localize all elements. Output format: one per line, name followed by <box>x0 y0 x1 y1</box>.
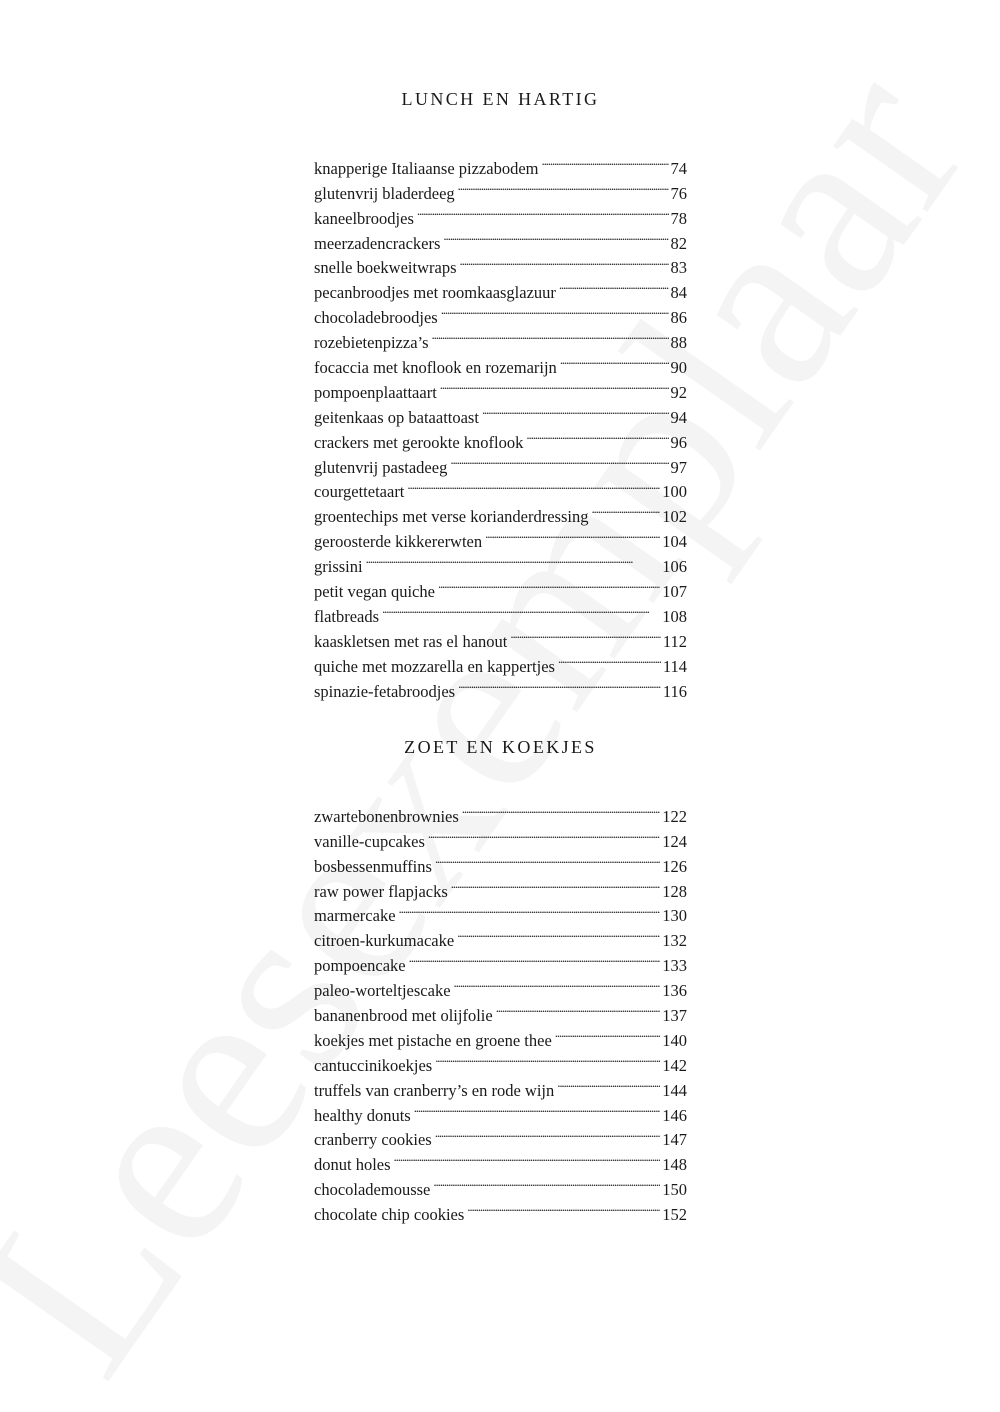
toc-entry-title: citroen-kurkumacake <box>314 931 455 951</box>
dot-leader <box>458 672 661 697</box>
toc-entry-page-number: 133 <box>662 956 687 976</box>
toc-entry-page-number: 122 <box>662 806 687 826</box>
toc-entry-title: knapperige Italiaanse pizzabodem <box>314 158 539 178</box>
toc-entry-title: bananenbrood met olijfolie <box>314 1006 493 1026</box>
toc-entry-title: chocolademousse <box>314 1180 431 1200</box>
dot-leader <box>366 547 661 572</box>
dot-leader <box>555 1021 660 1046</box>
toc-entry-title: donut holes <box>314 1155 391 1175</box>
toc-entry <box>314 572 687 602</box>
dot-leader <box>435 847 660 872</box>
dot-leader <box>485 522 660 547</box>
dot-leader <box>558 647 661 672</box>
toc-entry-title: koekjes met pistache en groene thee <box>314 1030 552 1050</box>
dot-leader <box>432 323 669 348</box>
toc-entry <box>314 797 687 826</box>
section-title: LUNCH EN HARTIG <box>401 89 600 109</box>
dot-leader <box>526 423 668 448</box>
dot-leader <box>407 473 660 498</box>
section-title: ZOET EN KOEKJES <box>404 737 597 757</box>
toc-entry-title: glutenvrij bladerdeeg <box>314 183 455 203</box>
toc-entry <box>314 149 687 178</box>
toc-entry-page-number: 94 <box>670 407 687 427</box>
toc-entry-title: spinazie-fetabroodjes <box>314 681 456 701</box>
toc-entry-page-number: 126 <box>662 856 687 876</box>
toc-entry-page-number: 142 <box>662 1055 687 1075</box>
toc-entry-page-number: 132 <box>662 931 687 951</box>
dot-leader <box>443 224 668 249</box>
toc-entry-title: paleo-worteltjescake <box>314 981 451 1001</box>
dot-leader <box>457 921 660 946</box>
toc-entry-title: chocoladebroodjes <box>314 308 438 328</box>
dot-leader <box>382 597 660 622</box>
toc-entry-page-number: 116 <box>662 681 687 701</box>
dot-leader <box>399 897 661 922</box>
toc-entry-page-number: 76 <box>670 183 687 203</box>
toc-entry-page-number: 86 <box>670 308 687 328</box>
dot-leader <box>409 946 661 971</box>
dot-leader <box>510 622 661 647</box>
dot-leader <box>458 174 669 199</box>
dot-leader <box>560 348 669 373</box>
toc-entry-page-number: 107 <box>662 582 687 602</box>
toc-entry-title: crackers met gerookte knoflook <box>314 432 524 452</box>
toc-entry-page-number: 83 <box>670 258 687 278</box>
toc-entry-page-number: 152 <box>662 1205 687 1225</box>
toc-entry-page-number: 78 <box>670 208 687 228</box>
toc-entry-title: geroosterde kikkererwten <box>314 532 483 552</box>
toc-entry-title: kaaskletsen met ras el hanout <box>314 631 508 651</box>
dot-leader <box>462 797 660 822</box>
toc-entry-page-number: 137 <box>662 1006 687 1026</box>
toc-entry-page-number: 92 <box>670 382 687 402</box>
dot-leader <box>435 1046 660 1071</box>
toc-entry-page-number: 96 <box>670 432 687 452</box>
toc-entry-title: glutenvrij pastadeeg <box>314 457 448 477</box>
dot-leader <box>496 996 661 1021</box>
toc-entry-title: kaneelbroodjes <box>314 208 414 228</box>
toc-entry-title: groentechips met verse korianderdressing <box>314 507 589 527</box>
toc-entry-title: zwartebonenbrownies <box>314 806 459 826</box>
toc-entry-title: geitenkaas op bataattoast <box>314 407 479 427</box>
section-zoet-en-koekjes <box>314 735 687 1225</box>
dot-leader <box>460 249 669 274</box>
toc-entry-page-number: 112 <box>662 631 687 651</box>
dot-leader <box>467 1195 660 1220</box>
toc-entry-title: bosbessenmuffins <box>314 856 432 876</box>
toc-entry-page-number: 150 <box>662 1180 687 1200</box>
toc-entry-page-number: 84 <box>670 283 687 303</box>
toc-list <box>314 797 687 1225</box>
toc-entry-page-number: 97 <box>670 457 687 477</box>
dot-leader <box>454 971 661 996</box>
toc-entry-page-number: 148 <box>662 1155 687 1175</box>
dot-leader <box>482 398 669 423</box>
toc-entry-page-number: 106 <box>662 557 687 577</box>
toc-entry-title: raw power flapjacks <box>314 881 448 901</box>
toc-entry-page-number: 90 <box>670 358 687 378</box>
toc-entry-title: focaccia met knoflook en rozemarijn <box>314 358 557 378</box>
toc-entry-page-number: 130 <box>662 906 687 926</box>
toc-entry-title: vanille-cupcakes <box>314 831 425 851</box>
toc-entry-title: healthy donuts <box>314 1105 411 1125</box>
dot-leader <box>435 1121 661 1146</box>
toc-entry-title: meerzadencrackers <box>314 233 441 253</box>
toc-entry-title: cantuccinikoekjes <box>314 1055 433 1075</box>
toc-entry-title: cranberry cookies <box>314 1130 432 1150</box>
dot-leader <box>417 199 669 224</box>
toc-entry-page-number: 82 <box>670 233 687 253</box>
toc-entry-page-number: 140 <box>662 1030 687 1050</box>
dot-leader <box>441 298 669 323</box>
dot-leader <box>438 572 660 597</box>
toc-entry-page-number: 128 <box>662 881 687 901</box>
dot-leader <box>559 273 669 298</box>
toc-entry-title: grissini <box>314 557 363 577</box>
dot-leader <box>557 1071 660 1096</box>
toc-list <box>314 149 687 701</box>
toc-entry-page-number: 104 <box>662 532 687 552</box>
toc-entry-title: snelle boekweitwraps <box>314 258 457 278</box>
toc-entry-title: marmercake <box>314 906 396 926</box>
dot-leader <box>433 1170 660 1195</box>
dot-leader <box>428 822 660 847</box>
toc-entry-title: petit vegan quiche <box>314 582 435 602</box>
dot-leader <box>414 1096 661 1121</box>
dot-leader <box>440 373 669 398</box>
toc-entry-page-number: 114 <box>662 656 687 676</box>
section-lunch-en-hartig <box>314 87 687 701</box>
toc-entry-title: truffels van cranberry’s en rode wijn <box>314 1080 555 1100</box>
toc-entry-page-number: 144 <box>662 1080 687 1100</box>
toc-entry-title: flatbreads <box>314 606 380 626</box>
toc-entry-page-number: 102 <box>662 507 687 527</box>
toc-entry-page-number: 88 <box>670 333 687 353</box>
toc-entry-title: pompoenplaattaart <box>314 382 437 402</box>
toc-entry-page-number: 74 <box>670 158 687 178</box>
toc-entry-page-number: 146 <box>662 1105 687 1125</box>
dot-leader <box>591 497 660 522</box>
toc-entry-page-number: 136 <box>662 981 687 1001</box>
toc-entry-title: quiche met mozzarella en kappertjes <box>314 656 555 676</box>
toc-entry-title: pompoencake <box>314 956 406 976</box>
toc-entry-page-number: 108 <box>662 606 687 626</box>
dot-leader <box>541 149 668 174</box>
toc-entry-title: rozebietenpizza’s <box>314 333 429 353</box>
dot-leader <box>450 448 668 473</box>
dot-leader <box>451 872 660 897</box>
toc-entry-title: chocolate chip cookies <box>314 1205 465 1225</box>
toc-entry-page-number: 100 <box>662 482 687 502</box>
dot-leader <box>394 1145 661 1170</box>
toc-entry <box>314 547 687 577</box>
toc-entry-title: courgettetaart <box>314 482 405 502</box>
toc-entry-page-number: 124 <box>662 831 687 851</box>
toc-entry-title: pecanbroodjes met roomkaasglazuur <box>314 283 556 303</box>
toc-entry-page-number: 147 <box>662 1130 687 1150</box>
